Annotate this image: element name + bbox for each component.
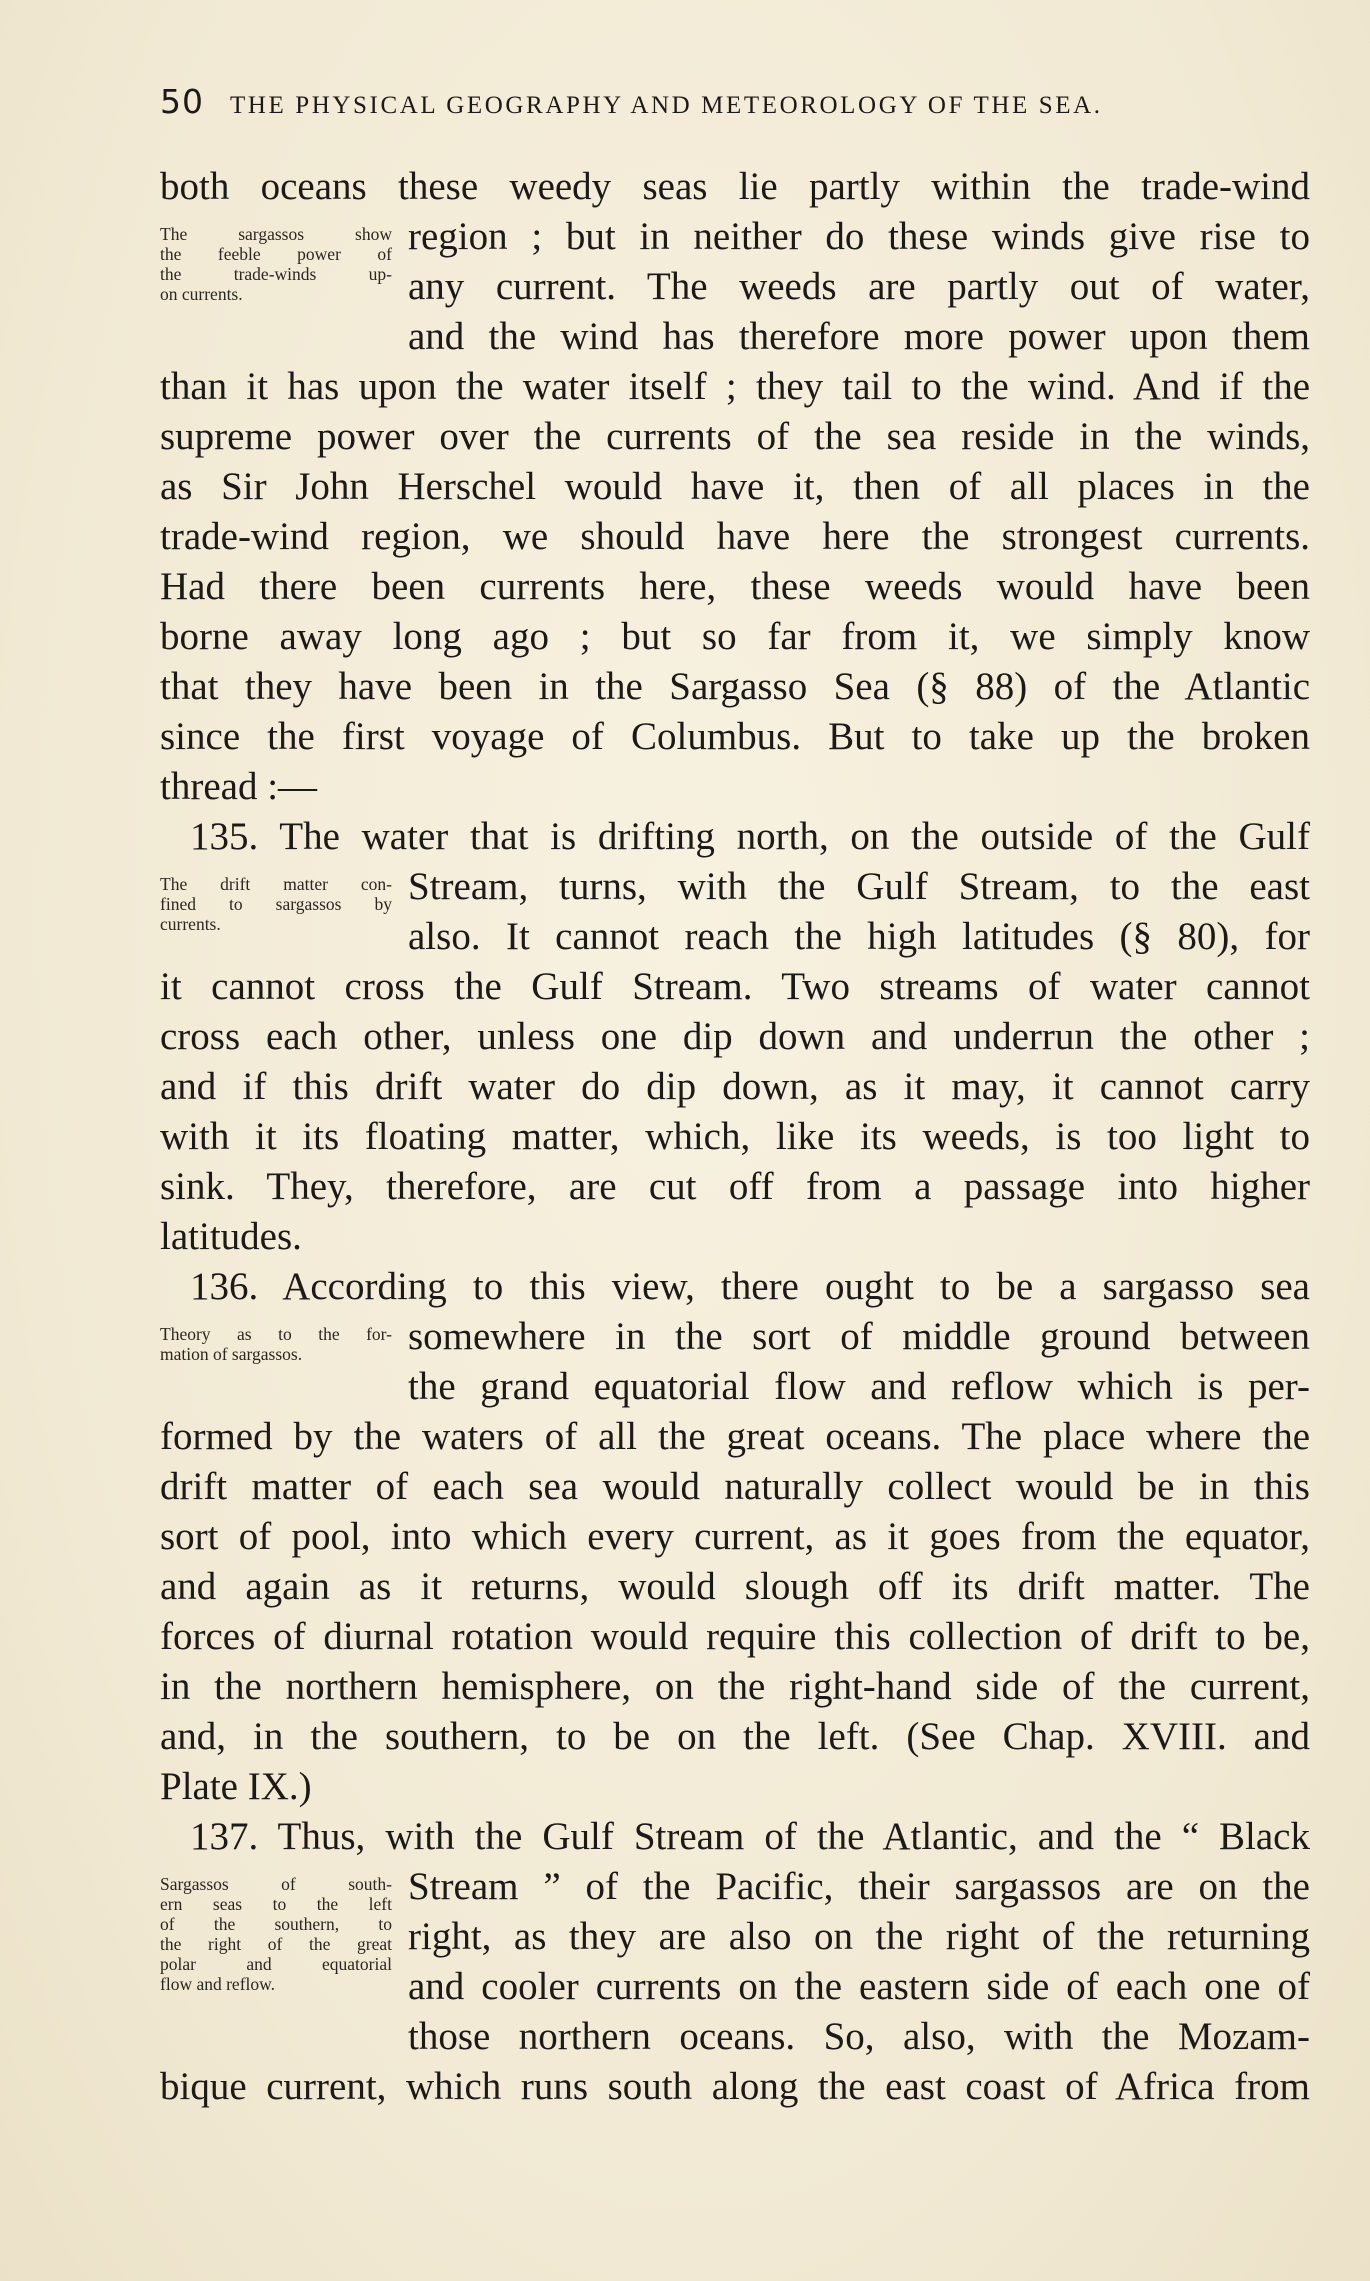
text-line: borne away long ago ; but so far from it, we simply know	[160, 615, 1310, 658]
paragraph-136-start: 136. According to this view, there ought to be a sargasso sea	[190, 1265, 1310, 1308]
sidenote-line: Theory as to the for-	[160, 1324, 392, 1344]
text-line: that they have been in the Sargasso Sea (§ 88) of the Atlantic	[160, 665, 1310, 708]
text-line: in the northern hemisphere, on the right-hand side of the current,	[160, 1665, 1310, 1708]
text-line: formed by the waters of all the great oceans. The place where the	[160, 1415, 1310, 1458]
text-line: it cannot cross the Gulf Stream. Two streams of water cannot	[160, 965, 1310, 1008]
running-title: THE PHYSICAL GEOGRAPHY AND METEOROLOGY OF THE SEA.	[230, 92, 1103, 119]
sidenote-line: fined to sargassos by	[160, 894, 392, 914]
text-line: the grand equatorial flow and reflow which is per-	[408, 1365, 1310, 1408]
sidenote-line: The drift matter con-	[160, 874, 392, 894]
sidenote-line: mation of sargassos.	[160, 1344, 303, 1364]
text-line: and, in the southern, to be on the left. (See Chap. XVIII. and	[160, 1715, 1310, 1758]
text-line: region ; but in neither do these winds give rise to	[408, 215, 1310, 258]
sidenote-drift-matter	[160, 874, 392, 934]
text-line: with it its floating matter, which, like its weeds, is too light to	[160, 1115, 1310, 1158]
text-line: cross each other, unless one dip down and underrun the other ;	[160, 1015, 1310, 1058]
text-line: Stream, turns, with the Gulf Stream, to the east	[408, 865, 1310, 908]
text-line: and again as it returns, would slough off its drift matter. The	[160, 1565, 1310, 1608]
text-line: sink. They, therefore, are cut off from a passage into higher	[160, 1165, 1310, 1208]
text-line: bique current, which runs south along the east coast of Africa from	[160, 2065, 1310, 2108]
sidenote-line: The sargassos show	[160, 224, 392, 244]
sidenote-line: polar and equatorial	[160, 1954, 392, 1974]
text-line: than it has upon the water itself ; they tail to the wind. And if the	[160, 365, 1310, 408]
sidenote-theory-formation	[160, 1324, 392, 1364]
text-line: Had there been currents here, these weeds would have been	[160, 565, 1310, 608]
sidenote-line: the trade-winds up-	[160, 264, 392, 284]
paragraph-137-start: 137. Thus, with the Gulf Stream of the Atlantic, and the “ Black	[190, 1815, 1310, 1858]
text-line: both oceans these weedy seas lie partly within the trade-wind	[160, 165, 1310, 208]
sidenote-line: ern seas to the left	[160, 1894, 392, 1914]
text-line: drift matter of each sea would naturally collect would be in this	[160, 1465, 1310, 1508]
page-number: 50	[160, 82, 204, 121]
text-line: Plate IX.)	[160, 1765, 312, 1808]
paragraph-135-start: 135. The water that is drifting north, on the outside of the Gulf	[190, 815, 1310, 858]
text-line: as Sir John Herschel would have it, then of all places in the	[160, 465, 1310, 508]
text-line: sort of pool, into which every current, as it goes from the equator,	[160, 1515, 1310, 1558]
sidenote-line: the feeble power of	[160, 244, 392, 264]
sidenote-line: of the southern, to	[160, 1914, 392, 1934]
page-header	[160, 82, 1310, 132]
sidenote-sargassos-trade-winds	[160, 224, 392, 304]
sidenote-line: on currents.	[160, 284, 243, 304]
text-line: also. It cannot reach the high latitudes (§ 80), for	[408, 915, 1310, 958]
sidenote-line: Sargassos of south-	[160, 1874, 392, 1894]
text-line: supreme power over the currents of the sea reside in the winds,	[160, 415, 1310, 458]
text-line: trade-wind region, we should have here the strongest currents.	[160, 515, 1310, 558]
text-line: and cooler currents on the eastern side of each one of	[408, 1965, 1310, 2008]
text-line: and the wind has therefore more power upon them	[408, 315, 1310, 358]
sidenote-southern-seas	[160, 1874, 392, 1994]
text-line: Stream ” of the Pacific, their sargassos are on the	[408, 1865, 1310, 1908]
text-line: somewhere in the sort of middle ground between	[408, 1315, 1310, 1358]
text-line: those northern oceans. So, also, with the Mozam-	[408, 2015, 1310, 2058]
text-line: forces of diurnal rotation would require this collection of drift to be,	[160, 1615, 1310, 1658]
text-line: any current. The weeds are partly out of water,	[408, 265, 1310, 308]
text-line: right, as they are also on the right of the returning	[408, 1915, 1310, 1958]
text-line: latitudes.	[160, 1215, 302, 1258]
text-line: since the first voyage of Columbus. But to take up the broken	[160, 715, 1310, 758]
sidenote-line: currents.	[160, 914, 221, 934]
sidenote-line: the right of the great	[160, 1934, 392, 1954]
text-line: thread :—	[160, 765, 318, 808]
sidenote-line: flow and reflow.	[160, 1974, 276, 1994]
text-line: and if this drift water do dip down, as it may, it cannot carry	[160, 1065, 1310, 1108]
